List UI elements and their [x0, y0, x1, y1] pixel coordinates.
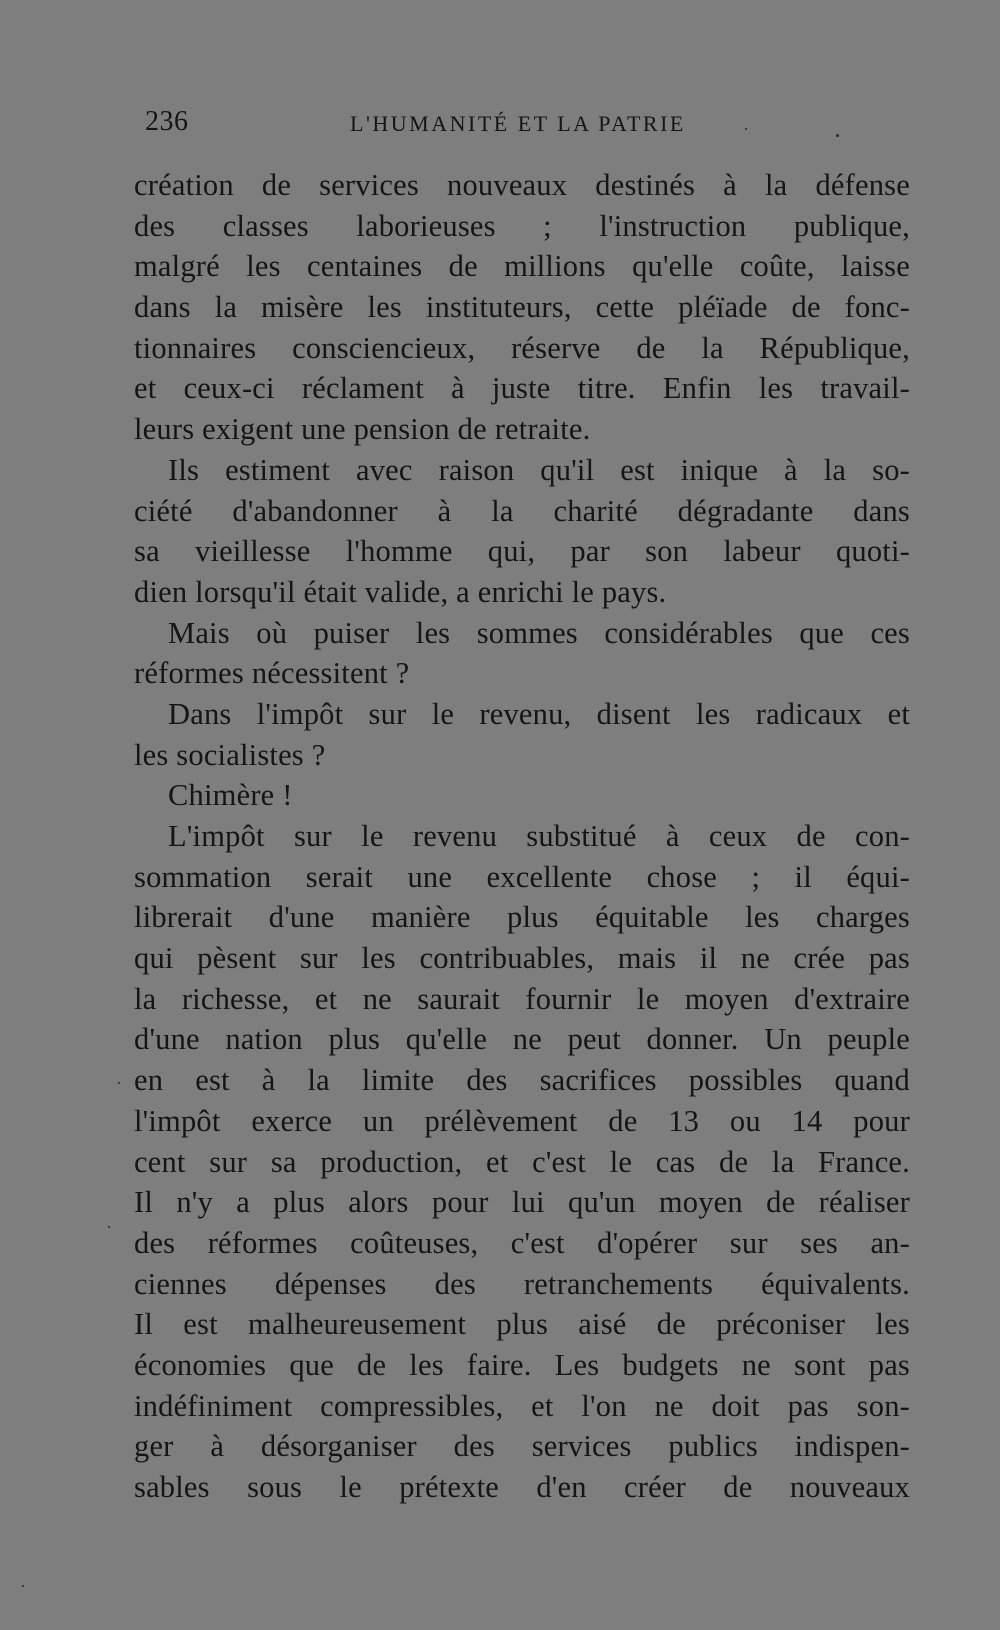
text-line: ger à désorganiser des services publics indispen-: [134, 1429, 910, 1464]
text-line: l'impôt exerce un prélèvement de 13 ou 14 pour: [134, 1103, 910, 1138]
text-line: ciennes dépenses des retranchements équivalents.: [134, 1266, 910, 1301]
text-line: ciété d'abandonner à la charité dégradante dans: [134, 493, 910, 528]
text-line: en est à la limite des sacrifices possibles quand: [134, 1063, 910, 1098]
text-line: dans la misère les instituteurs, cette pléïade de fonc-: [134, 290, 910, 325]
text-line: L'impôt sur le revenu substitué à ceux de con-: [168, 819, 910, 853]
print-speck: [745, 128, 747, 130]
text-line: Dans l'impôt sur le revenu, disent les radicaux et: [168, 696, 910, 731]
print-speck: [108, 1226, 110, 1228]
page-number: 236: [145, 106, 189, 137]
text-line: Il n'y a plus alors pour lui qu'un moyen de réaliser: [134, 1185, 910, 1220]
text-line: des réformes coûteuses, c'est d'opérer sur ses an-: [134, 1225, 910, 1260]
text-line: d'une nation plus qu'elle ne peut donner. Un peuple: [134, 1022, 910, 1057]
text-line: Mais où puiser les sommes considérables que ces: [168, 615, 910, 650]
print-speck: [836, 134, 839, 137]
running-title: L'HUMANITÉ ET LA PATRIE: [350, 111, 686, 136]
text-line: sables sous le prétexte d'en créer de nouveaux: [134, 1470, 910, 1504]
text-line: sa vieillesse l'homme qui, par son labeur quoti-: [134, 534, 910, 569]
text-line: qui pèsent sur les contribuables, mais il ne crée pas: [134, 941, 910, 976]
text-line: dien lorsqu'il était valide, a enrichi le pays.: [134, 574, 667, 609]
text-line: indéfiniment compressibles, et l'on ne doit pas son-: [134, 1388, 910, 1423]
print-speck: [22, 1585, 24, 1587]
body-text: [134, 165, 910, 1508]
text-line: des classes laborieuses ; l'instruction publique,: [134, 208, 910, 243]
text-line: et ceux-ci réclament à juste titre. Enfin les travail-: [134, 371, 910, 406]
text-line: librerait d'une manière plus équitable les charges: [134, 900, 910, 935]
text-line: réformes nécessitent ?: [134, 656, 410, 691]
text-line: sommation serait une excellente chose ; il équi-: [134, 859, 910, 894]
text-line: malgré les centaines de millions qu'elle coûte, laisse: [134, 249, 910, 284]
text-line: la richesse, et ne saurait fournir le moyen d'extraire: [134, 981, 910, 1016]
text-line: création de services nouveaux destinés à la défense: [134, 168, 910, 202]
text-line: les socialistes ?: [134, 737, 326, 772]
text-line: économies que de les faire. Les budgets ne sont pas: [134, 1347, 910, 1382]
text-line: tionnaires consciencieux, réserve de la République,: [134, 330, 910, 365]
text-line: leurs exigent une pension de retraite.: [134, 412, 591, 447]
text-line: Chimère !: [168, 778, 293, 813]
text-line: Il est malheureusement plus aisé de préconiser les: [134, 1307, 910, 1342]
text-line: Ils estiment avec raison qu'il est inique à la so-: [168, 452, 910, 487]
print-speck: [118, 1082, 120, 1084]
text-line: cent sur sa production, et c'est le cas de la France.: [134, 1144, 910, 1179]
page-header: [145, 106, 915, 146]
